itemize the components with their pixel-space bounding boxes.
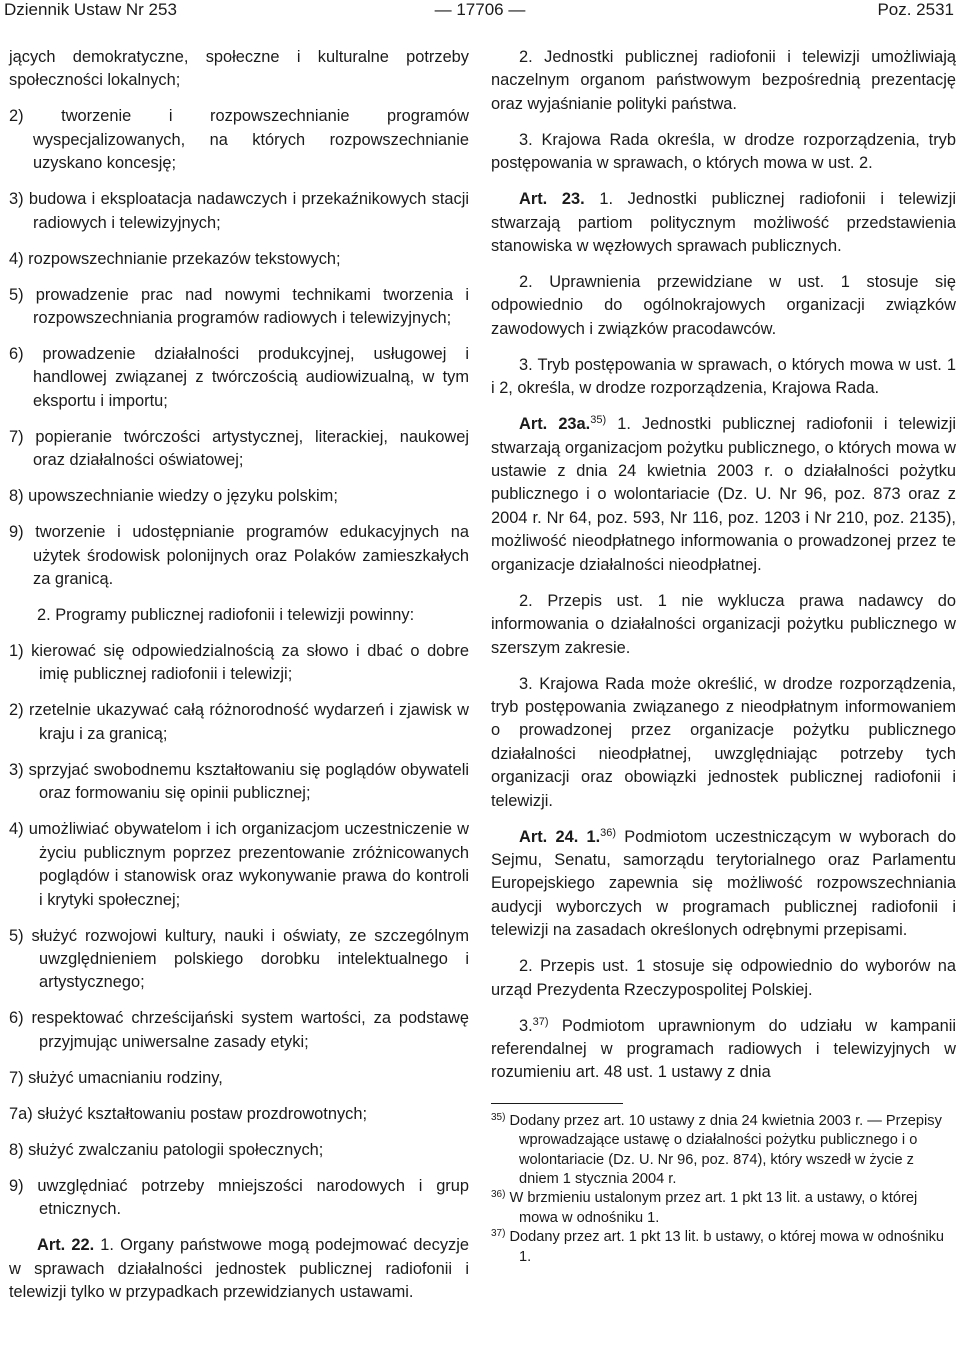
footnote	[491, 1189, 956, 1228]
footnote	[491, 1228, 956, 1267]
page-number: — 17706 —	[434, 0, 526, 19]
paragraph: 2. Uprawnienia przewidziane w ust. 1 stosuje się odpowiednio do ogólnokrajowych organizacji związków zawodowych i związków pracodawców.	[491, 273, 956, 338]
article-label: Art. 22.	[37, 1236, 95, 1255]
list-item: 5) służyć rozwojowi kultury, nauki i oświaty, ze szczególnym uwzględnieniem polskiego dorobku intelektualnego i artystycznego;	[9, 926, 469, 992]
page-header	[0, 0, 960, 22]
article-text: 1. Organy państwowe mogą podejmować decyzje w sprawach działalności jednostek publicznej radiofonii i telewizji tylko w przypadkach przewidzianych ustawami.	[9, 1236, 469, 1301]
list-item: 7) służyć umacnianiu rodziny,	[9, 1068, 223, 1087]
article-label: Art. 24. 1.	[519, 827, 601, 846]
right-column	[491, 46, 956, 1267]
footnote-mark: 37)	[491, 1228, 506, 1240]
footnote-mark: 35)	[491, 1111, 506, 1123]
article-paragraph	[9, 1234, 469, 1304]
footnote-mark: 36)	[491, 1189, 506, 1201]
paragraph	[491, 1015, 956, 1085]
footnote-reference: 35)	[590, 414, 607, 427]
article-text: 1. Jednostki publicznej radiofonii i telewizji stwarzają partiom politycznym możliwość przedstawienia stanowiska w węzłowych sprawach publicznych.	[491, 190, 957, 256]
list-item: 9) tworzenie i udostępnianie programów edukacyjnych na użytek środowisk polonijnych oraz Polaków zamieszkałych za granicą.	[9, 523, 469, 589]
footnote-text: Dodany przez art. 1 pkt 13 lit. b ustawy, o której mowa w odnośniku 1.	[509, 1229, 945, 1265]
article-paragraph	[491, 413, 956, 577]
footnote	[491, 1112, 956, 1190]
list-item: 2) tworzenie i rozpowszechnianie programów wyspecjalizowanych, na których rozpowszechnianie uzyskano koncesję;	[9, 107, 469, 173]
list-item: 6) prowadzenie działalności produkcyjnej, usługowej i handlowej związanej z twórczością audiowizualną, w tym eksportu i importu;	[9, 345, 469, 410]
list-item: 7a) służyć kształtowaniu postaw prozdrowotnych;	[9, 1104, 368, 1123]
paragraph-text: Podmiotom uprawnionym do udziału w kampanii referendalnej w programach radiowych i telewizyjnych w rozumieniu art. 48 ust. 1 ustawy z dnia	[491, 1016, 956, 1082]
footnote-reference: 37)	[532, 1015, 549, 1028]
list-item: 8) służyć zwalczaniu patologii społecznych;	[9, 1140, 324, 1159]
article-label: Art. 23.	[519, 190, 585, 209]
article-paragraph	[491, 188, 956, 258]
paragraph: 2. Jednostki publicznej radiofonii i telewizji umożliwiają naczelnym organom państwowym bezpośrednią prezentację oraz wyjaśnianie polityki państwa.	[491, 48, 956, 113]
footnote-text: Dodany przez art. 10 ustawy z dnia 24 kwietnia 2003 r. — Przepisy wprowadzające ustawę o działalności pożytku publicznego i o wolontariacie (Dz. U. Nr 96, poz. 874), który wszedł w życie z dniem 1 stycznia 2004 r.	[509, 1112, 942, 1187]
list-item: 1) kierować się odpowiedzialnością za słowo i dbać o dobre imię publicznej radiofonii i telewizji;	[9, 642, 469, 684]
list-item: 3) sprzyjać swobodnemu kształtowaniu się poglądów obywateli oraz formowaniu się opinii publicznej;	[9, 760, 469, 803]
journal-title: Dziennik Ustaw Nr 253	[4, 0, 177, 19]
paragraph-number: 3.	[519, 1016, 533, 1035]
list-item: 7) popieranie twórczości artystycznej, literackiej, naukowej oraz działalności oświatowej;	[9, 427, 469, 470]
list-item: 6) respektować chrześcijański system wartości, za podstawę przyjmując uniwersalne zasady etyki;	[9, 1009, 469, 1051]
list-item: 4) umożliwiać obywatelom i ich organizacjom uczestniczenie w życiu publicznym poprzez prezentowanie zróżnicowanych poglądów i stanowisk oraz wykonywanie prawa do kontroli i krytyki społecznej;	[9, 820, 469, 909]
left-column	[9, 46, 469, 1317]
list-item: 4) rozpowszechnianie przekazów tekstowych;	[9, 249, 341, 268]
paragraph: 3. Krajowa Rada może określić, w drodze rozporządzenia, tryb postępowania związanego z nieodpłatnym informowaniem o prowadzonej przez organizacje pożytku publicznego działalności nieodpłatnej, uwzględniając potrzeby tych organizacji oraz obowiązki jednostek publicznej radiofonii i telewizji.	[491, 674, 956, 810]
footnote-divider	[491, 1103, 623, 1104]
paragraph: 2. Przepis ust. 1 stosuje się odpowiednio do wyborów na urząd Prezydenta Rzeczypospolitej Polskiej.	[491, 957, 956, 999]
article-text: Podmiotom uczestniczącym w wyborach do Sejmu, Senatu, samorządu terytorialnego oraz Parlamentu Europejskiego zapewnia się możliwość rozpowszechniania audycji wyborczych w programach publicznej radiofonii i telewizji na zasadach określonych odrębnymi przepisami.	[491, 827, 957, 940]
article-label: Art. 23a.	[519, 415, 591, 434]
article-text: 1. Jednostki publicznej radiofonii i telewizji stwarzają organizacjom pożytku publicznego, o których mowa w ustawie z dnia 24 kwietnia 2003 r. o działalności pożytku publicznego i o wolontariacie (Dz. U. Nr 96, poz. 873 oraz z 2004 r. Nr 64, poz. 593, Nr 116, poz. 1203 i Nr 210, poz. 2135), możliwość nieodpłatnego informowania o prowadzonej przez te organizacje działalności nieodpłatnej.	[491, 415, 956, 574]
list-item: 2) rzetelnie ukazywać całą różnorodność wydarzeń i zjawisk w kraju i za granicą;	[9, 701, 469, 743]
list-item: 8) upowszechnianie wiedzy o języku polskim;	[9, 487, 338, 506]
paragraph: 3. Tryb postępowania w sprawach, o których mowa w ust. 1 i 2, określa, w drodze rozporządzenia, Krajowa Rada.	[491, 355, 956, 398]
paragraph: 2. Programy publicznej radiofonii i telewizji powinny:	[37, 606, 415, 625]
list-item: 5) prowadzenie prac nad nowymi technikami tworzenia i rozpowszechniania programów radiowych i telewizyjnych;	[9, 285, 469, 328]
footnote-text: W brzmieniu ustalonym przez art. 1 pkt 13 lit. a ustawy, o której mowa w odnośniku 1.	[509, 1190, 918, 1226]
article-paragraph	[491, 826, 956, 943]
position-number: Poz. 2531	[877, 0, 954, 19]
paragraph: 2. Przepis ust. 1 nie wyklucza prawa nadawcy do informowania o działalności organizacji pożytku publicznego w szerszym zakresie.	[491, 591, 956, 657]
footnote-reference: 36)	[600, 826, 617, 839]
list-item: 3) budowa i eksploatacja nadawczych i przekaźnikowych stacji radiowych i telewizyjnych;	[9, 190, 469, 232]
list-item: 9) uwzględniać potrzeby mniejszości narodowych i grup etnicznych.	[9, 1176, 469, 1219]
paragraph: 3. Krajowa Rada określa, w drodze rozporządzenia, tryb postępowania w sprawach, o których mowa w ust. 2.	[491, 130, 956, 173]
paragraph-continuation: jących demokratyczne, społeczne i kulturalne potrzeby społeczności lokalnych;	[9, 48, 469, 90]
